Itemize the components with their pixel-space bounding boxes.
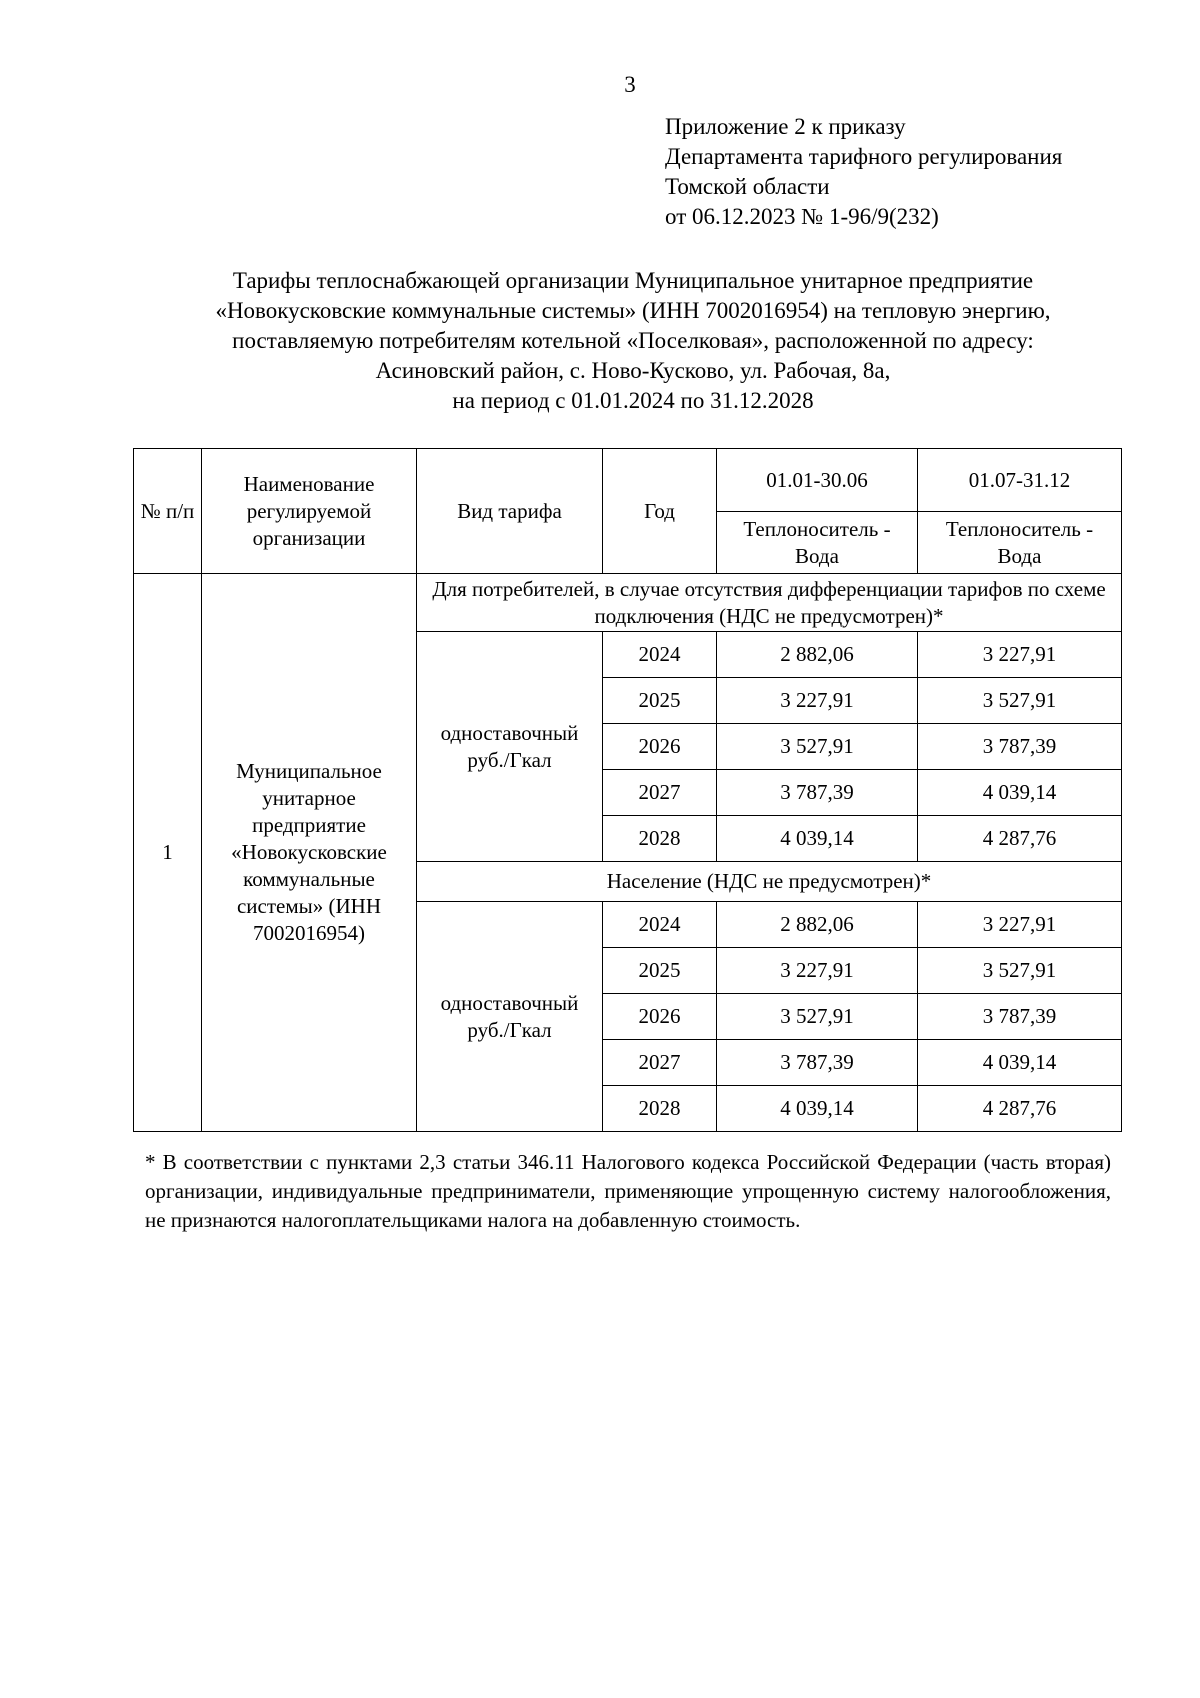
title-line: «Новокусковские коммунальные системы» (ИНН 7002016954) на тепловую энергию, <box>215 298 1051 323</box>
value-cell: 4 039,14 <box>717 1086 918 1132</box>
page-number: 3 <box>624 72 636 97</box>
header-period-2: 01.07-31.12 <box>918 449 1122 512</box>
value-cell: 3 527,91 <box>918 948 1122 994</box>
document-title <box>133 266 1133 416</box>
year-cell: 2024 <box>603 902 717 948</box>
year-cell: 2028 <box>603 1086 717 1132</box>
value-cell: 4 287,76 <box>918 816 1122 862</box>
value-cell: 3 527,91 <box>918 678 1122 724</box>
header-period-1: 01.01-30.06 <box>717 449 918 512</box>
section-title: Для потребителей, в случае отсутствия дифференциации тарифов по схеме подключения (НДС не предусмотрен)* <box>417 574 1122 632</box>
value-cell: 3 527,91 <box>717 994 918 1040</box>
value-cell: 3 787,39 <box>717 1040 918 1086</box>
value-cell: 3 527,91 <box>717 724 918 770</box>
header-tariff-type: Вид тарифа <box>417 449 603 574</box>
value-cell: 3 787,39 <box>918 724 1122 770</box>
value-cell: 3 227,91 <box>717 678 918 724</box>
footnote: * В соответствии с пунктами 2,3 статьи 346.11 Налогового кодекса Российской Федерации (часть вторая) организации, индивидуальные предприниматели, применяющие упрощенную систему налогообложения, не признаются налогоплательщиками налога на добавленную стоимость. <box>145 1150 1111 1232</box>
appendix-line: Приложение 2 к приказу <box>665 114 906 139</box>
value-cell: 3 787,39 <box>918 994 1122 1040</box>
appendix-line: от 06.12.2023 № 1-96/9(232) <box>665 204 939 229</box>
value-cell: 4 287,76 <box>918 1086 1122 1132</box>
year-cell: 2025 <box>603 948 717 994</box>
header-num: № п/п <box>134 449 202 574</box>
year-cell: 2025 <box>603 678 717 724</box>
value-cell: 4 039,14 <box>918 770 1122 816</box>
year-cell: 2027 <box>603 1040 717 1086</box>
title-line: Тарифы теплоснабжающей организации Муниципальное унитарное предприятие <box>232 268 1034 293</box>
appendix-line: Департамента тарифного регулирования <box>665 144 1063 169</box>
tariff-table <box>133 448 1122 1132</box>
year-cell: 2026 <box>603 994 717 1040</box>
value-cell: 3 227,91 <box>717 948 918 994</box>
title-line: поставляемую потребителям котельной «Поселковая», расположенной по адресу: <box>232 328 1034 353</box>
value-cell: 2 882,06 <box>717 632 918 678</box>
value-cell: 2 882,06 <box>717 902 918 948</box>
tariff-type-cell: одноставочный руб./Гкал <box>417 632 603 862</box>
organization-name: Муниципальное унитарное предприятие «Новокусковские коммунальные системы» (ИНН 7002016954) <box>202 574 417 1132</box>
header-carrier-1: Теплоноситель - Вода <box>717 512 918 574</box>
value-cell: 4 039,14 <box>717 816 918 862</box>
appendix-line: Томской области <box>665 174 830 199</box>
year-cell: 2026 <box>603 724 717 770</box>
year-cell: 2024 <box>603 632 717 678</box>
header-org: Наименование регулируемой организации <box>202 449 417 574</box>
year-cell: 2028 <box>603 816 717 862</box>
title-line: на период с 01.01.2024 по 31.12.2028 <box>452 388 814 413</box>
section-title: Население (НДС не предусмотрен)* <box>417 862 1122 902</box>
year-cell: 2027 <box>603 770 717 816</box>
header-year: Год <box>603 449 717 574</box>
value-cell: 3 227,91 <box>918 632 1122 678</box>
title-line: Асиновский район, с. Ново-Кусково, ул. Рабочая, 8а, <box>375 358 891 383</box>
value-cell: 4 039,14 <box>918 1040 1122 1086</box>
appendix-block <box>665 112 1062 232</box>
row-number: 1 <box>134 574 202 1132</box>
value-cell: 3 787,39 <box>717 770 918 816</box>
header-carrier-2: Теплоноситель - Вода <box>918 512 1122 574</box>
tariff-type-cell: одноставочный руб./Гкал <box>417 902 603 1132</box>
value-cell: 3 227,91 <box>918 902 1122 948</box>
